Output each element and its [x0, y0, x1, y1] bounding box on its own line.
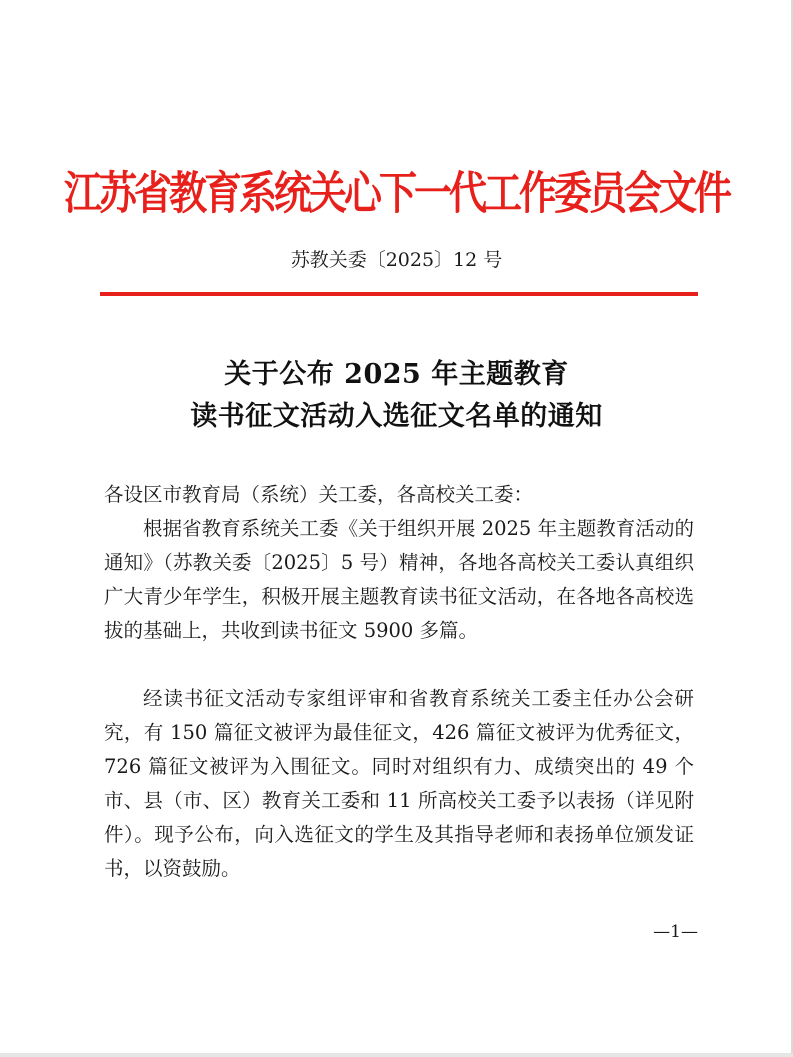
document-masthead: 江苏省教育系统关心下一代工作委员会文件 [63, 167, 729, 220]
page-edge-bottom [0, 1053, 793, 1057]
page-number: —1— [653, 922, 698, 942]
salutation: 各设区市教育局（系统）关工委，各高校关工委： [104, 483, 534, 506]
document-title-line-2: 读书征文活动入选征文名单的通知 [190, 401, 603, 432]
body-paragraph-1: 根据省教育系统关工委《关于组织开展 2025 年主题教育活动的通知》（苏教关委〔2025〕5 号）精神，各地各高校关工委认真组织广大青少年学生，积极开展主题教育读书征文活动，在各地各高校选拔的基础上，共收到读书征文 5900 多篇。 [104, 517, 694, 642]
red-separator-line [100, 292, 698, 296]
body-paragraph-2: 经读书征文活动专家组评审和省教育系统关工委主任办公会研究，有 150 篇征文被评为最佳征文，426 篇征文被评为优秀征文，726 篇征文被评为入围征文。同时对组织有力、成绩突出的 49 个市、县（市、区）教育关工委和 11 所高校关工委予以表扬（详见附件）。现予公布，向入选征文的学生及其指导老师和表扬单位颁发证书，以资鼓励。 [104, 687, 694, 880]
document-title-line-1: 关于公布 2025 年主题教育 [224, 359, 569, 390]
document-number: 苏教关委〔2025〕12 号 [290, 249, 503, 271]
